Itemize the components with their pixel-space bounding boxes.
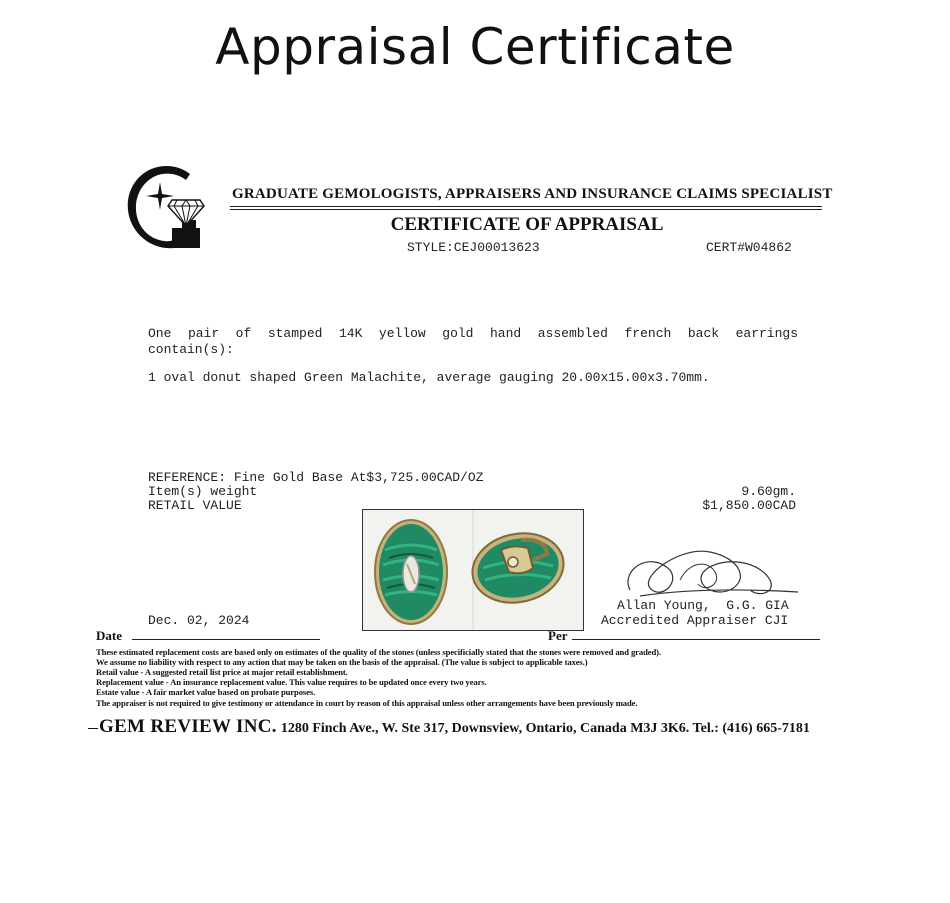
per-label: Per xyxy=(548,628,568,643)
appraiser-name: Allan Young, G.G. GIA xyxy=(617,598,789,613)
header-rule-2 xyxy=(230,209,822,210)
retail-value-label: RETAIL VALUE xyxy=(148,498,242,513)
company-address: 1280 Finch Ave., W. Ste 317, Downsview, Ontario, Canada M3J 3K6. Tel.: (416) 665-7181 xyxy=(280,721,810,736)
disclaimer-line: Replacement value - An insurance replacement value. This value requires to be updated once every two years. xyxy=(96,677,487,687)
per-signature-line xyxy=(572,639,820,640)
disclaimer-line: Retail value - A suggested retail list price at major retail establishment. xyxy=(96,667,348,677)
appraisal-date: Dec. 02, 2024 xyxy=(148,613,250,628)
earrings-photo xyxy=(362,509,584,631)
diamond-icon xyxy=(168,200,204,226)
appraiser-title: Accredited Appraiser CJI xyxy=(601,613,789,628)
retail-value-amount: $1,850.00CAD xyxy=(702,498,796,513)
stone-description: 1 oval donut shaped Green Malachite, average gauging 20.00x15.00x3.70mm. xyxy=(148,370,710,385)
item-description-line2: contain(s): xyxy=(148,342,234,357)
page-title: Appraisal Certificate xyxy=(215,18,735,76)
certificate-number: CERT#W04862 xyxy=(706,240,792,255)
disclaimer-line: These estimated replacement costs are based only on estimates of the quality of the stones (unless specificially stated that the stones were removed and graded). xyxy=(96,647,661,657)
header-rule xyxy=(230,206,822,207)
weight-label: Item(s) weight xyxy=(148,484,258,499)
disclaimer-line: Estate value - A fair market value based on probate purposes. xyxy=(96,687,316,697)
company-footer xyxy=(88,716,810,738)
date-label: Date xyxy=(96,628,122,643)
earrings-illustration xyxy=(363,510,583,630)
earring-front xyxy=(375,520,447,624)
footer-dash xyxy=(88,728,98,729)
weight-value: 9.60gm. xyxy=(741,484,796,499)
certificate-title: CERTIFICATE OF APPRAISAL xyxy=(390,214,664,235)
organization-header: GRADUATE GEMOLOGISTS, APPRAISERS AND INSURANCE CLAIMS SPECIALIST xyxy=(232,186,833,202)
gold-reference: REFERENCE: Fine Gold Base At$3,725.00CAD/OZ xyxy=(148,470,484,485)
disclaimer-line: The appraiser is not required to give testimony or attendance in court by reason of this appraisal unless other arrangements have been previously made. xyxy=(96,698,638,708)
item-description-line1: One pair of stamped 14K yellow gold hand assembled french back earrings xyxy=(148,326,798,341)
disclaimer-line: We assume no liability with respect to any action that may be taken on the basis of the appraisal. (The value is subject to applicable taxes.) xyxy=(96,657,588,667)
logo-base xyxy=(172,228,200,248)
gemologist-logo xyxy=(122,160,208,252)
company-name: GEM REVIEW INC. xyxy=(99,716,277,737)
style-number: STYLE:CEJ00013623 xyxy=(407,240,540,255)
date-signature-line xyxy=(132,639,320,640)
